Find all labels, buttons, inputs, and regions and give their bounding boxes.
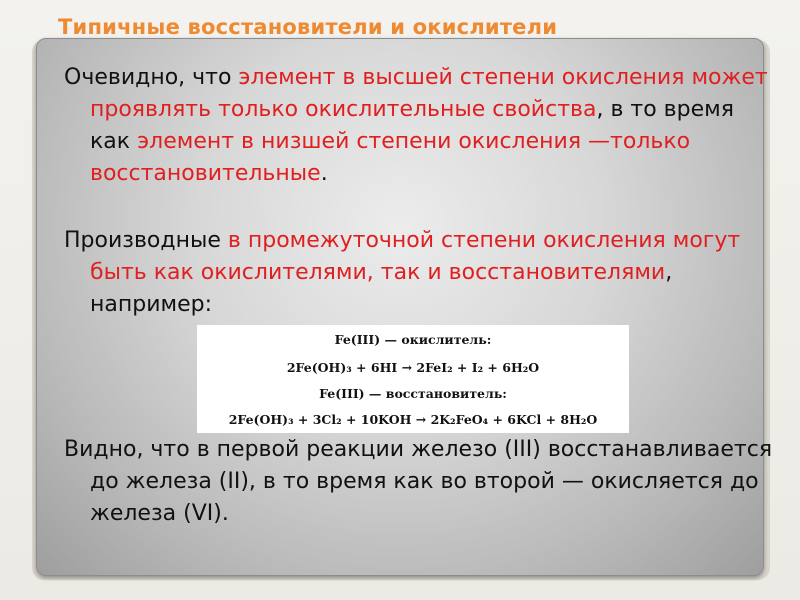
paragraph-2 bbox=[64, 225, 780, 321]
paragraph-1-text-a: Очевидно, что bbox=[64, 65, 239, 90]
paragraph-1 bbox=[64, 62, 780, 190]
reaction-heading-oxidizer: Fe(III) — окислитель: bbox=[334, 332, 492, 347]
reaction-equation-1: 2Fe(OH)₃ + 6HI → 2FeI₂ + I₂ + 6H₂O bbox=[286, 360, 540, 375]
paragraph-2-highlight: в промежуточной степени окисления могут быть как окислителями, так и восстановителями bbox=[90, 228, 741, 285]
reaction-equation-2: 2Fe(OH)₃ + 3Cl₂ + 10KOH → 2K₂FeO₄ + 6KCl + 8H₂O bbox=[228, 412, 598, 427]
reactions-image bbox=[197, 325, 629, 433]
reaction-heading-reducer: Fe(III) — восстановитель: bbox=[319, 386, 507, 401]
paragraph-1-text-c: . bbox=[320, 161, 328, 186]
paragraph-1-text-b: , в то время как bbox=[90, 97, 734, 154]
paragraph-2-text-a: Производные bbox=[64, 228, 228, 253]
paragraph-3: Видно, что в первой реакции железо (III) восстанавливается до железа (II), в то время как во второй — окисляется до железа (VI). bbox=[64, 437, 773, 526]
paragraph-2-text-b: , например: bbox=[90, 260, 673, 317]
paragraph-1-highlight-a: элемент в высшей степени окисления может проявлять только окислительные свойства bbox=[90, 65, 768, 122]
paragraph-1-highlight-b: элемент в низшей степени окисления —только восстановительные bbox=[90, 129, 691, 186]
slide-title: Типичные восстановители и окислители bbox=[58, 15, 558, 39]
